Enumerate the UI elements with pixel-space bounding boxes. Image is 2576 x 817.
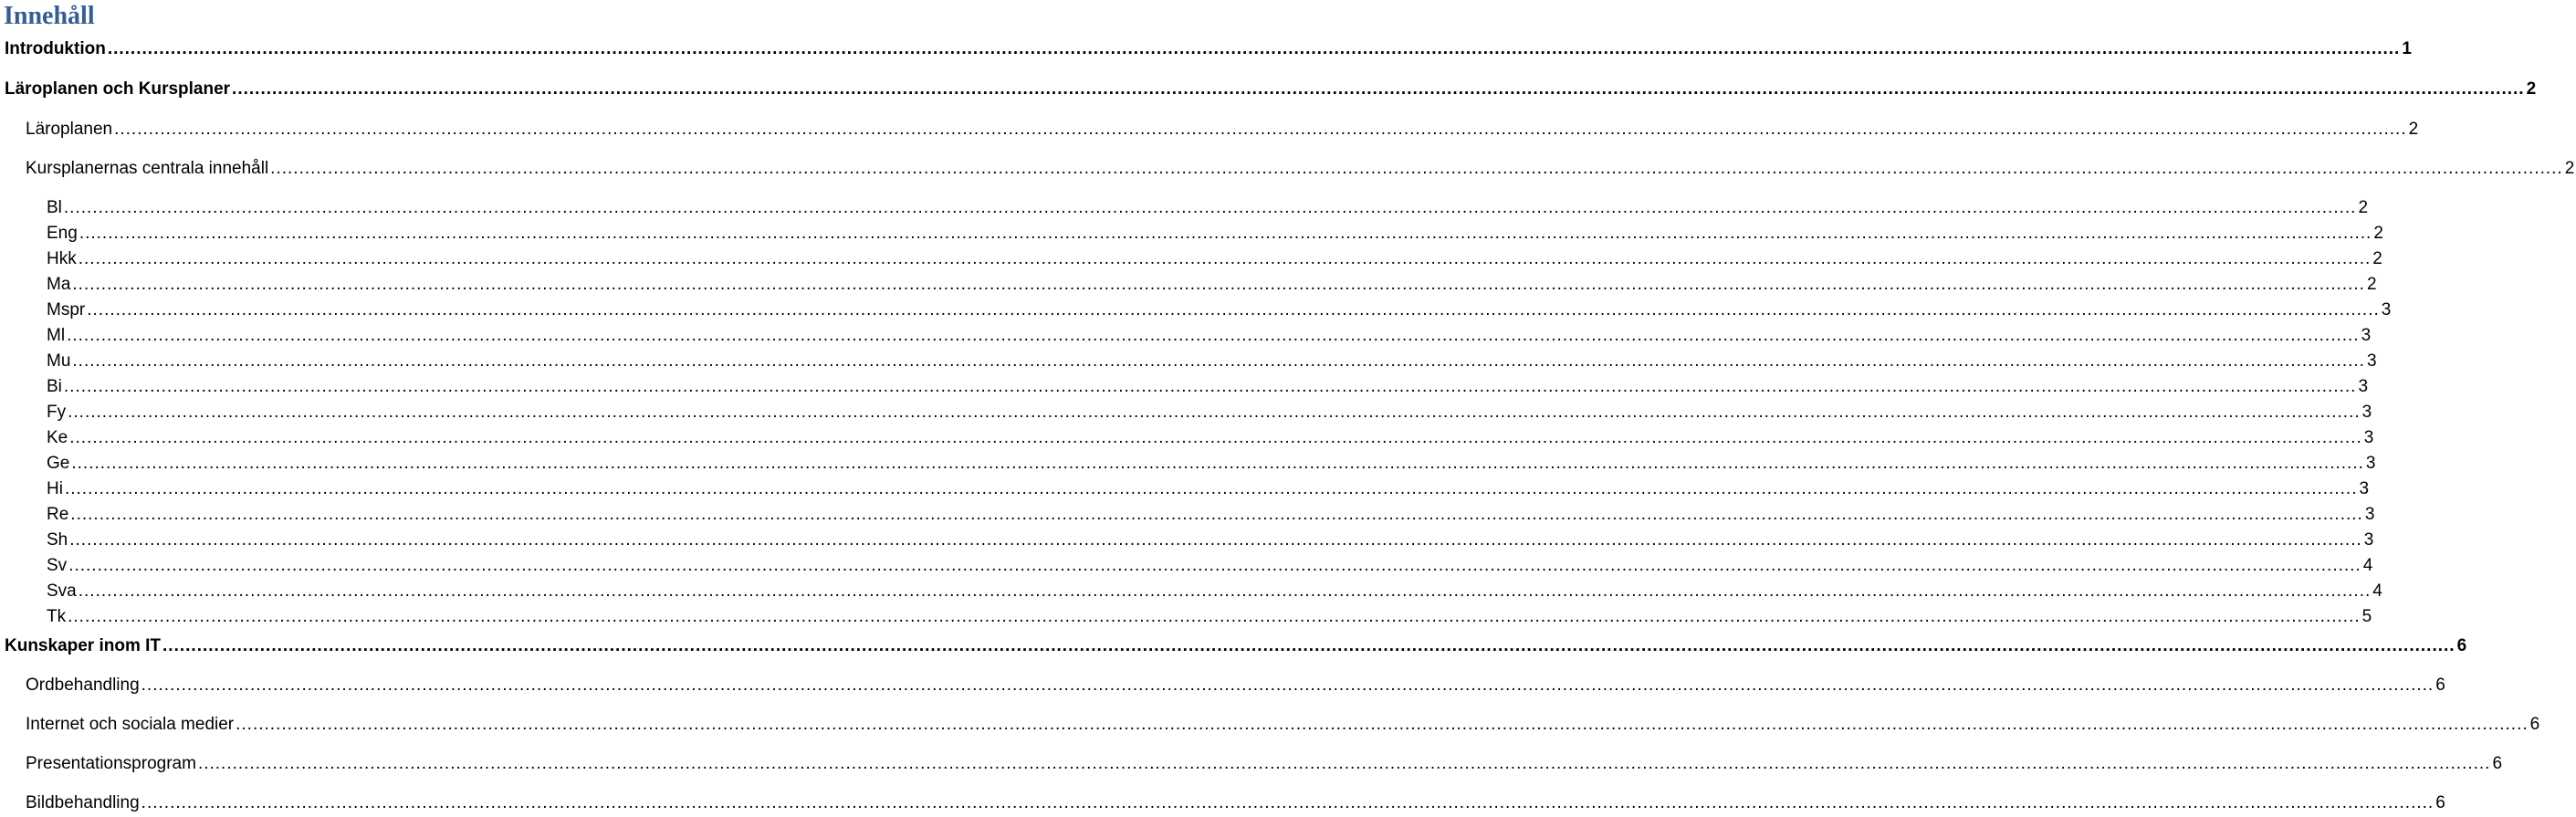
toc-entry[interactable] — [47, 477, 2370, 502]
dot-leader: ................................................................................................................................................................................................................................................................................................................................................................................................................ — [87, 300, 2380, 319]
toc-entry[interactable] — [47, 298, 2392, 323]
toc-entry-label[interactable]: Kursplanernas centrala innehåll — [26, 159, 269, 178]
toc-entry-label[interactable]: Internet och sociala medier — [26, 715, 235, 734]
toc-entry-page-number[interactable]: 6 — [2435, 676, 2445, 695]
toc-entry-label[interactable]: Sva — [47, 581, 77, 601]
toc-entry-page-number[interactable]: 3 — [2381, 300, 2392, 319]
toc-entry-page-number[interactable]: 4 — [2362, 556, 2373, 575]
toc-entry-label[interactable]: Presentationsprogram — [26, 754, 196, 773]
toc-entry-label[interactable]: Hkk — [47, 249, 77, 268]
toc-entry-label[interactable]: Tk — [47, 607, 67, 626]
dot-leader: ................................................................................................................................................................................................................................................................................................................................................................................................................ — [63, 377, 2357, 396]
dot-leader: ................................................................................................................................................................................................................................................................................................................................................................................................................ — [197, 754, 2491, 773]
toc-title: Innehåll — [4, 2, 95, 30]
toc-entry-label[interactable]: Mu — [47, 351, 71, 371]
dot-leader: ................................................................................................................................................................................................................................................................................................................................................................................................................ — [69, 530, 2362, 550]
toc-entry-label[interactable]: Introduktion — [5, 39, 106, 58]
toc-entry-page-number[interactable]: 3 — [2359, 479, 2370, 498]
toc-entry[interactable] — [26, 791, 2445, 816]
toc-entry[interactable] — [47, 195, 2369, 221]
toc-entry[interactable] — [47, 425, 2374, 451]
toc-entry-page-number[interactable]: 5 — [2361, 607, 2372, 626]
toc-entry[interactable] — [47, 502, 2375, 528]
toc-entry-label[interactable]: Ke — [47, 428, 68, 447]
toc-entry-page-number[interactable]: 3 — [2363, 530, 2374, 550]
dot-leader: ................................................................................................................................................................................................................................................................................................................................................................................................................ — [72, 351, 2365, 371]
dot-leader: ................................................................................................................................................................................................................................................................................................................................................................................................................ — [72, 275, 2365, 294]
toc-entry-label[interactable]: Ma — [47, 275, 71, 294]
dot-leader: ................................................................................................................................................................................................................................................................................................................................................................................................................ — [70, 505, 2363, 524]
dot-leader: ................................................................................................................................................................................................................................................................................................................................................................................................................ — [67, 326, 2360, 345]
toc-entry-label[interactable]: Bi — [47, 377, 62, 396]
toc-entry[interactable] — [5, 37, 2412, 62]
toc-entry-label[interactable]: Ge — [47, 454, 70, 473]
toc-entry[interactable] — [47, 553, 2373, 579]
toc-entry-page-number[interactable]: 2 — [2373, 224, 2383, 243]
toc-entry-label[interactable]: Läroplanen och Kursplaner — [5, 79, 231, 99]
toc-entry-label[interactable]: Ordbehandling — [26, 676, 140, 695]
toc-entry[interactable] — [5, 634, 2467, 659]
toc-entry-label[interactable]: Bl — [47, 198, 62, 217]
toc-entry[interactable] — [47, 579, 2382, 604]
toc-entry-page-number[interactable]: 3 — [2358, 377, 2369, 396]
toc-entry-page-number[interactable]: 3 — [2364, 505, 2375, 524]
toc-entry[interactable] — [26, 117, 2419, 142]
toc-entry[interactable] — [47, 272, 2377, 298]
toc-entry-page-number[interactable]: 6 — [2435, 793, 2445, 812]
toc-entry[interactable] — [5, 77, 2537, 102]
toc-entry-page-number[interactable]: 3 — [2363, 428, 2374, 447]
toc-entry-label[interactable]: Mspr — [47, 300, 86, 319]
toc-entry-page-number[interactable]: 2 — [2526, 79, 2537, 99]
toc-entry[interactable] — [47, 323, 2372, 349]
toc-entry-page-number[interactable]: 6 — [2456, 636, 2467, 655]
dot-leader: ................................................................................................................................................................................................................................................................................................................................................................................................................ — [71, 454, 2364, 473]
toc-entry[interactable] — [47, 349, 2377, 374]
dot-leader: ................................................................................................................................................................................................................................................................................................................................................................................................................ — [68, 607, 2361, 626]
dot-leader: ................................................................................................................................................................................................................................................................................................................................................................................................................ — [78, 581, 2372, 601]
toc-entry[interactable] — [47, 374, 2369, 400]
toc-entry-page-number[interactable]: 4 — [2372, 581, 2382, 601]
toc-entry-label[interactable]: Sv — [47, 556, 68, 575]
toc-entry-page-number[interactable]: 2 — [2564, 159, 2575, 178]
dot-leader: ................................................................................................................................................................................................................................................................................................................................................................................................................ — [78, 249, 2372, 268]
toc-entry-page-number[interactable]: 3 — [2366, 351, 2377, 371]
dot-leader: ................................................................................................................................................................................................................................................................................................................................................................................................................ — [79, 224, 2372, 243]
dot-leader: ................................................................................................................................................................................................................................................................................................................................................................................................................ — [236, 715, 2529, 734]
dot-leader: ................................................................................................................................................................................................................................................................................................................................................................................................................ — [232, 79, 2525, 99]
toc-entry[interactable] — [26, 673, 2445, 698]
toc-entry-label[interactable]: Ml — [47, 326, 66, 345]
toc-entry-page-number[interactable]: 2 — [2372, 249, 2382, 268]
dot-leader: ................................................................................................................................................................................................................................................................................................................................................................................................................ — [68, 556, 2361, 575]
toc-entry[interactable] — [26, 751, 2503, 777]
dot-leader: ................................................................................................................................................................................................................................................................................................................................................................................................................ — [64, 479, 2358, 498]
dot-leader: ................................................................................................................................................................................................................................................................................................................................................................................................................ — [107, 39, 2401, 58]
toc-entry-page-number[interactable]: 3 — [2365, 454, 2376, 473]
dot-leader: ................................................................................................................................................................................................................................................................................................................................................................................................................ — [141, 676, 2435, 695]
toc-entry-page-number[interactable]: 3 — [2361, 403, 2372, 422]
toc-entry-label[interactable]: Fy — [47, 403, 67, 422]
toc-entry-page-number[interactable]: 2 — [2408, 120, 2419, 139]
toc-entry-label[interactable]: Läroplanen — [26, 120, 113, 139]
toc-entry-label[interactable]: Eng — [47, 224, 78, 243]
toc-entry-label[interactable]: Kunskaper inom IT — [5, 636, 162, 655]
dot-leader: ................................................................................................................................................................................................................................................................................................................................................................................................................ — [69, 428, 2362, 447]
dot-leader: ................................................................................................................................................................................................................................................................................................................................................................................................................ — [270, 159, 2563, 178]
toc-entry[interactable] — [47, 221, 2383, 246]
dot-leader: ................................................................................................................................................................................................................................................................................................................................................................................................................ — [68, 403, 2361, 422]
toc-entry[interactable] — [47, 451, 2376, 477]
toc-entry-page-number[interactable]: 2 — [2366, 275, 2377, 294]
dot-leader: ................................................................................................................................................................................................................................................................................................................................................................................................................ — [141, 793, 2435, 812]
toc-entry-page-number[interactable]: 3 — [2361, 326, 2372, 345]
toc-entry-label[interactable]: Re — [47, 505, 69, 524]
toc-entry-label[interactable]: Hi — [47, 479, 63, 498]
dot-leader: ................................................................................................................................................................................................................................................................................................................................................................................................................ — [114, 120, 2407, 139]
toc-entry-page-number[interactable]: 6 — [2492, 754, 2503, 773]
toc-entry-page-number[interactable]: 1 — [2402, 39, 2412, 58]
toc-entry-label[interactable]: Bildbehandling — [26, 793, 140, 812]
toc-entry[interactable] — [47, 604, 2372, 630]
toc-entry[interactable] — [26, 712, 2540, 738]
toc-entry[interactable] — [26, 156, 2575, 182]
dot-leader: ................................................................................................................................................................................................................................................................................................................................................................................................................ — [63, 198, 2357, 217]
toc-entry[interactable] — [47, 528, 2374, 553]
toc-entry[interactable] — [47, 246, 2382, 272]
toc-entry-page-number[interactable]: 2 — [2358, 198, 2369, 217]
toc-entry-label[interactable]: Sh — [47, 530, 68, 550]
dot-leader: ................................................................................................................................................................................................................................................................................................................................................................................................................ — [162, 636, 2456, 655]
toc-entry[interactable] — [47, 400, 2372, 425]
toc-entry-page-number[interactable]: 6 — [2529, 715, 2540, 734]
